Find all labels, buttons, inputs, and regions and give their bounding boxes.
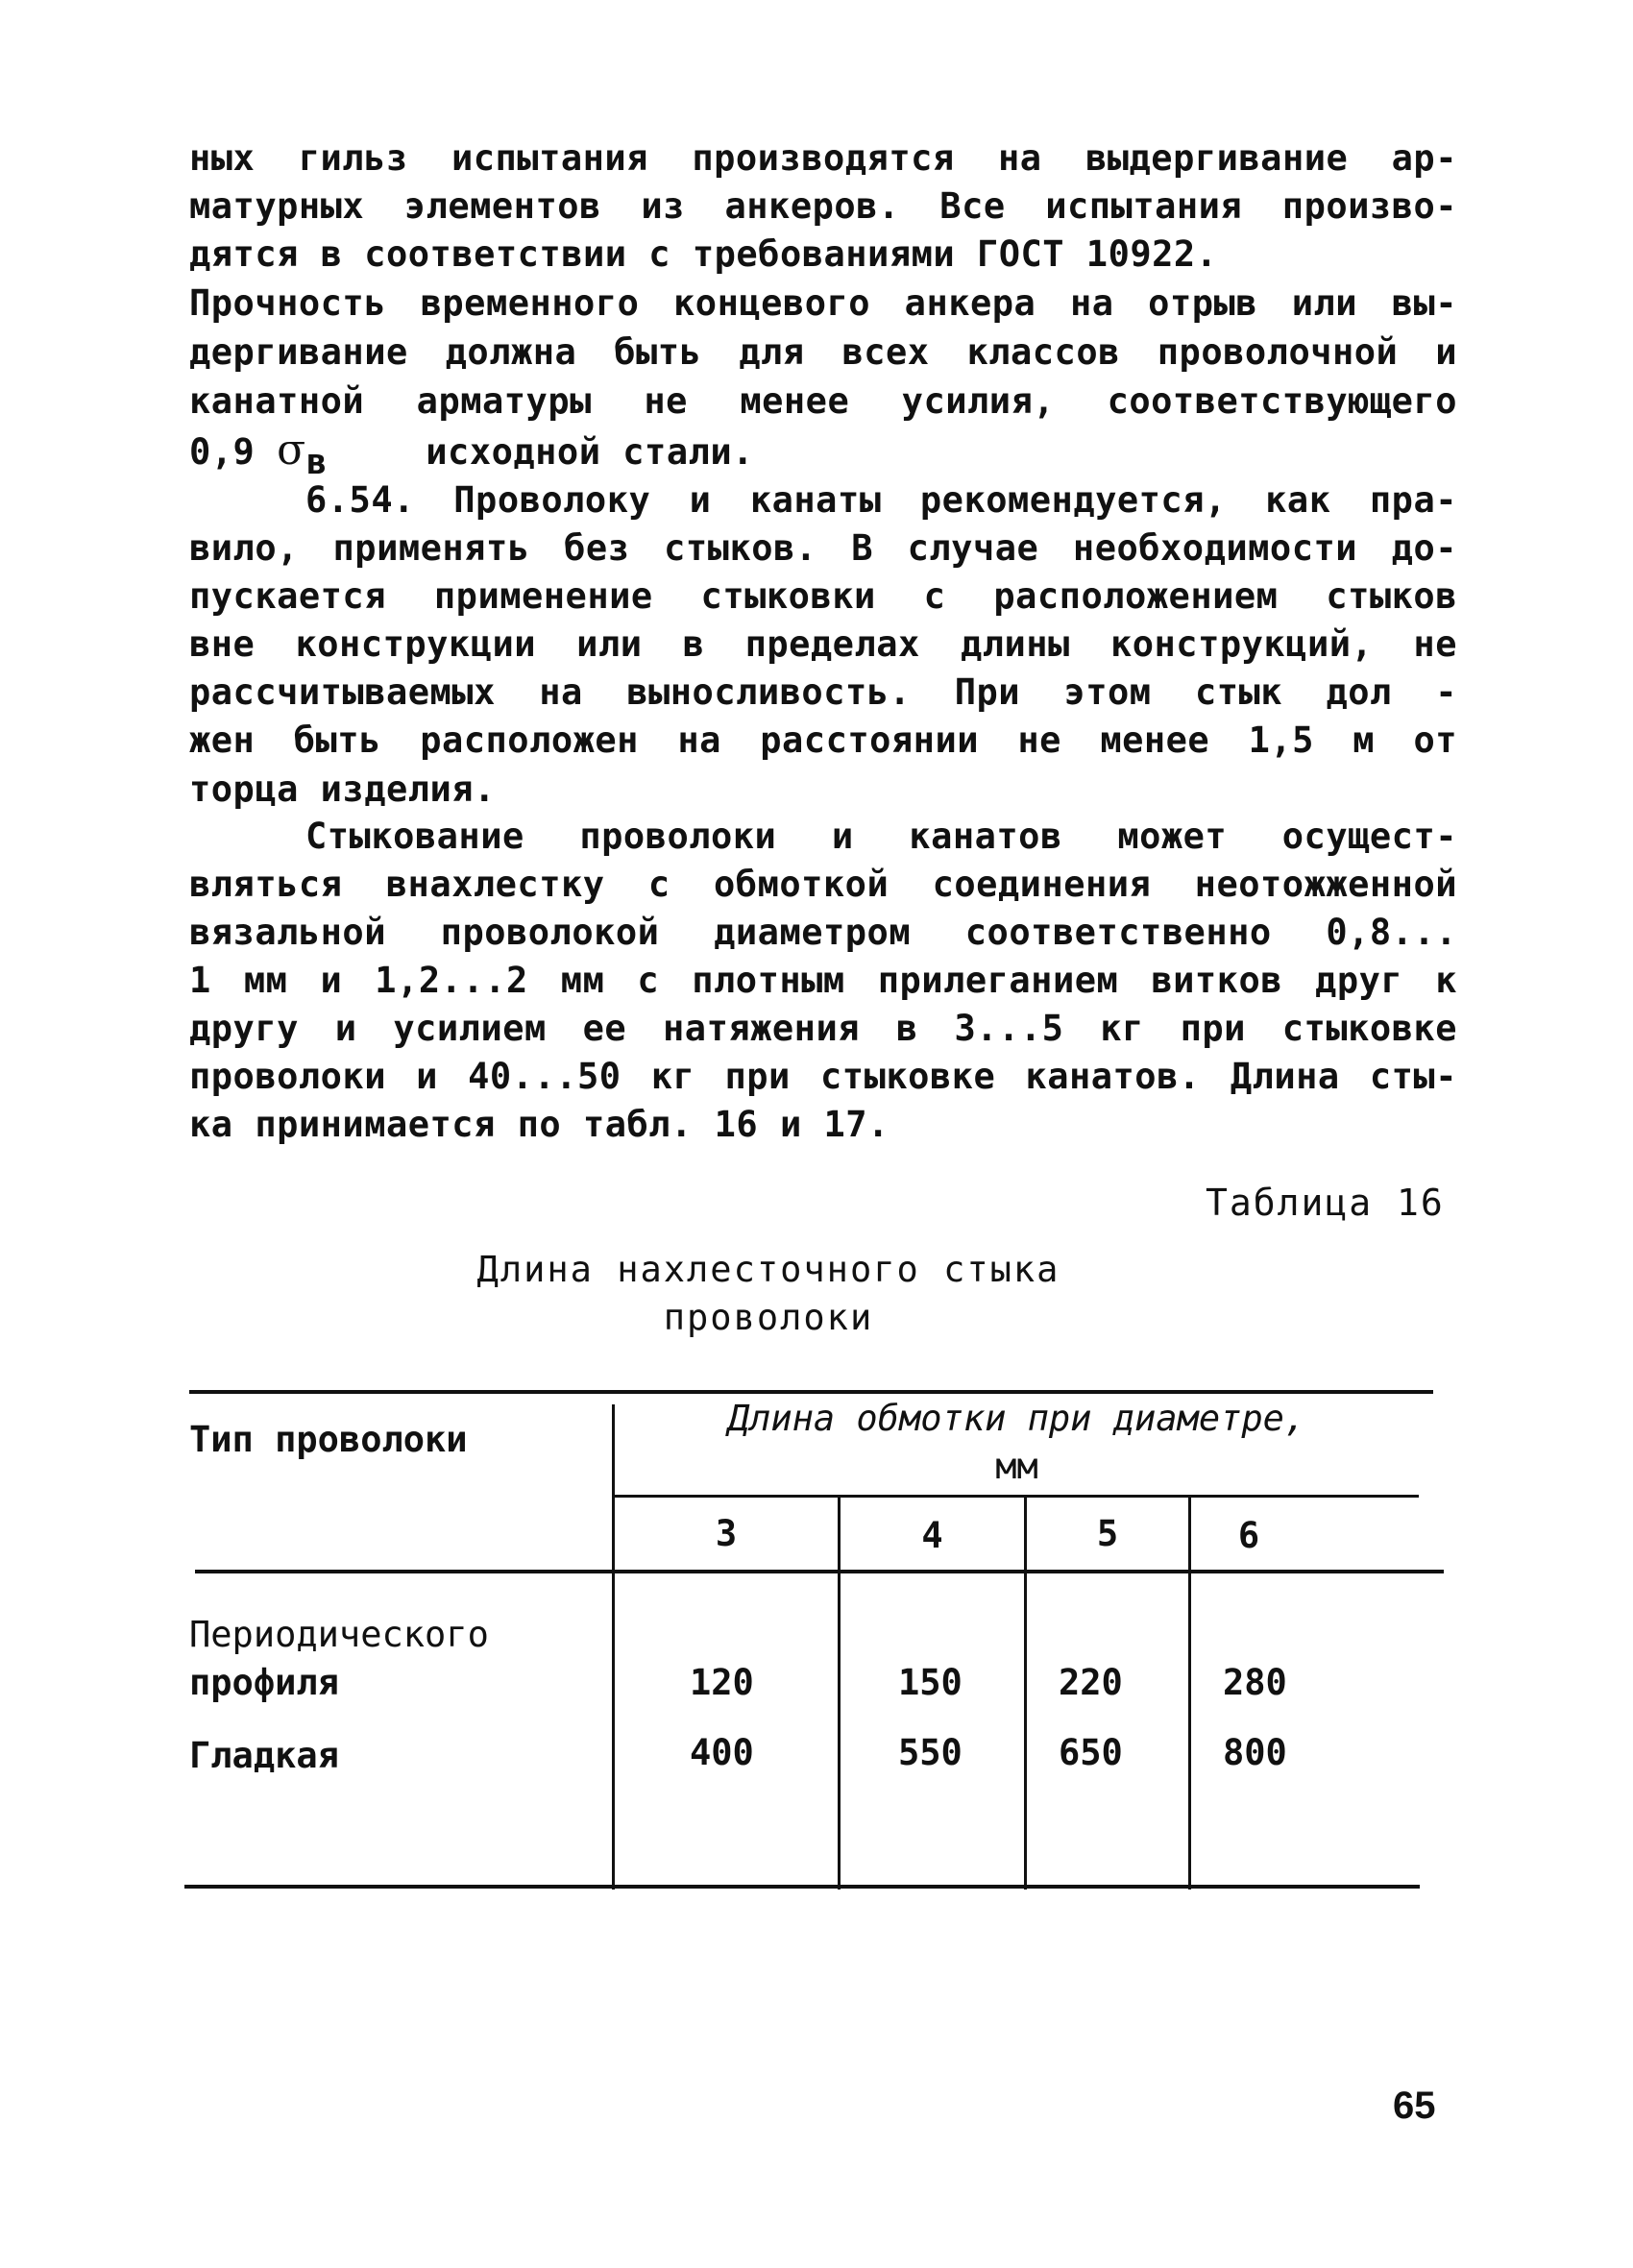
row-type: профиля (189, 1662, 339, 1703)
table-cell: 280 (1223, 1662, 1287, 1703)
table-cell: 150 (898, 1662, 963, 1703)
table-header-bottom-rule (195, 1570, 1444, 1573)
body-line: 1 мм и 1,2...2 мм с плотным прилеганием витков друг к (189, 960, 1457, 1001)
table-title: проволоки (663, 1297, 874, 1338)
body-line: дергивание должна быть для всех классов проволочной и (189, 331, 1457, 373)
sigma-suffix: исходной стали. (426, 431, 754, 473)
body-line: вило, применять без стыков. В случае необходимости до- (189, 527, 1457, 569)
body-line: ных гильз испытания производятся на выдергивание ар- (189, 137, 1457, 179)
table-label: Таблица 16 (1206, 1182, 1445, 1224)
table-title: Длина нахлесточного стыка (476, 1249, 1060, 1290)
header-wire-type: Тип проволоки (189, 1419, 468, 1460)
body-line: вязальной проволокой диаметром соответственно 0,8... (189, 912, 1457, 953)
body-line: вляться внахлестку с обмоткой соединения неотожженной (189, 864, 1457, 905)
body-line: дятся в соответствии с требованиями ГОСТ 10922. (189, 233, 1218, 275)
table-cell: 400 (690, 1732, 754, 1773)
body-line: матурных элементов из анкеров. Все испытания произво- (189, 185, 1457, 227)
sigma-prefix: 0,9 (189, 431, 256, 473)
body-line: пускается применение стыковки с расположением стыков (189, 575, 1457, 617)
header-diameter: 4 (921, 1515, 943, 1556)
row-type: Периодического (189, 1614, 489, 1655)
body-line: торца изделия. (189, 768, 496, 810)
body-line: рассчитываемых на выносливость. При этом стык дол - (189, 671, 1457, 713)
body-line: проволоки и 40...50 кг при стыковке канатов. Длина сты- (189, 1056, 1457, 1097)
table-top-rule (189, 1390, 1433, 1394)
body-line: другу и усилием ее натяжения в 3...5 кг при стыковке (189, 1008, 1457, 1049)
body-line: Прочность временного концевого анкера на отрыв или вы- (189, 282, 1457, 324)
sigma-symbol: $\sigma_В$ (277, 426, 328, 480)
header-diameter: 3 (715, 1513, 738, 1554)
body-line: ка принимается по табл. 16 и 17. (189, 1104, 890, 1145)
table-cell: 550 (898, 1732, 963, 1773)
header-diameter: 5 (1096, 1513, 1119, 1554)
page-number: 65 (1393, 2085, 1436, 2127)
header-unit: мм (995, 1446, 1038, 1487)
table-header-rule (612, 1495, 1419, 1498)
body-line: вне конструкции или в пределах длины конструкций, не (189, 623, 1457, 665)
table-cell: 220 (1059, 1662, 1123, 1703)
body-line: канатной арматуры не менее усилия, соответствующего (189, 380, 1457, 422)
table-cell: 800 (1223, 1732, 1287, 1773)
row-type: Гладкая (189, 1735, 339, 1776)
body-line: Стыкование проволоки и канатов может осущест- (305, 816, 1457, 857)
header-wrap-length: Длина обмотки при диаметре, (727, 1398, 1306, 1439)
table-cell: 120 (690, 1662, 754, 1703)
table-bottom-rule (184, 1885, 1420, 1889)
body-line: жен быть расположен на расстоянии не менее 1,5 м от (189, 719, 1457, 761)
body-line: 6.54. Проволоку и канаты рекомендуется, как пра- (305, 479, 1457, 521)
table-cell: 650 (1059, 1732, 1123, 1773)
header-diameter: 6 (1237, 1515, 1260, 1556)
